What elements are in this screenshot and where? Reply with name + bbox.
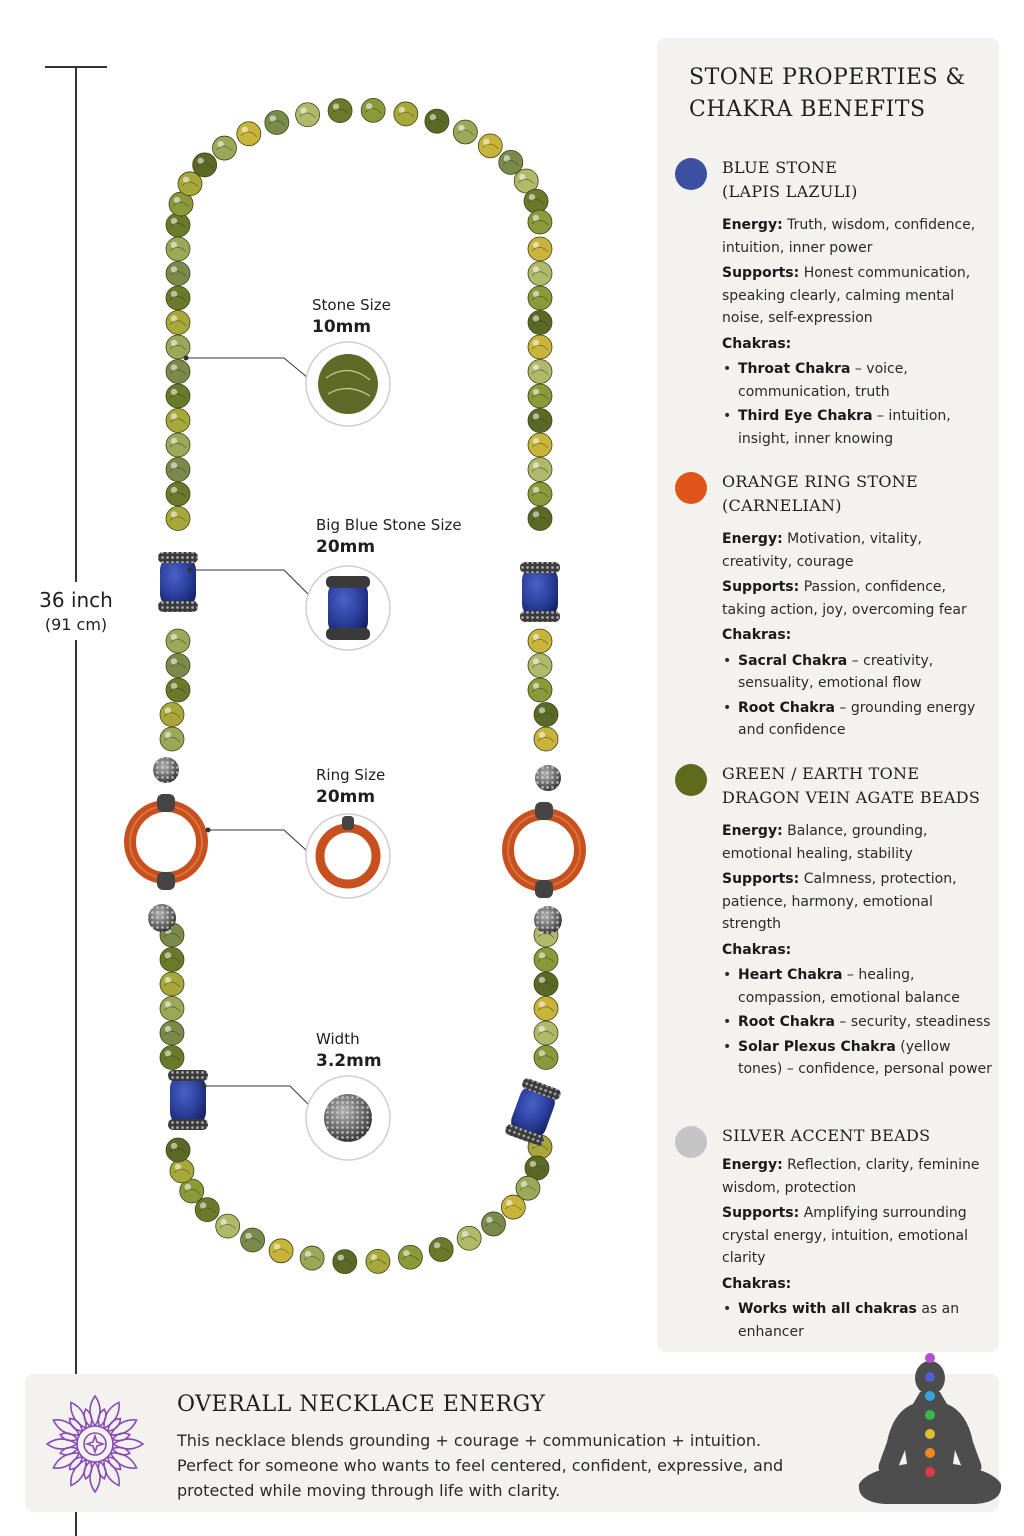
- energy-label: Energy:: [722, 823, 783, 839]
- agate-bead: [528, 311, 552, 335]
- supports-text: Calmness, protection, patience, harmony, emotional strength: [722, 871, 957, 932]
- callout-leader: [186, 358, 308, 378]
- callout-ring-size: [316, 764, 385, 808]
- stone-name: ORANGE RING STONE (CARNELIAN): [722, 472, 919, 515]
- energy-text: Truth, wisdom, confidence, intuition, inner power: [722, 217, 976, 256]
- banner-title: OVERALL NECKLACE ENERGY: [177, 1392, 546, 1417]
- ring-bail: [342, 816, 354, 830]
- energy-text: Balance, grounding, emotional healing, stability: [722, 823, 928, 862]
- agate-bead: [534, 997, 558, 1021]
- agate-bead: [269, 1239, 293, 1263]
- chakra-item: [722, 1036, 993, 1081]
- lapis-barrel-bead: [168, 1070, 208, 1130]
- agate-bead: [160, 948, 184, 972]
- agate-bead: [166, 384, 190, 408]
- pave-cap: [326, 628, 370, 640]
- pave-texture: [324, 1094, 372, 1142]
- callout-leaders: [184, 356, 311, 1105]
- callout-value: 20mm: [316, 787, 376, 807]
- energy-label: Energy:: [722, 1157, 783, 1173]
- callout-width: [316, 1028, 382, 1072]
- callout-label: Width: [316, 1030, 360, 1048]
- agate-bead: [195, 1198, 219, 1222]
- stone-entry-carnelian: [675, 470, 993, 744]
- silver-stone-swatch-icon: [675, 1126, 707, 1158]
- callout-value: 20mm: [316, 537, 376, 557]
- callout-anchor: [202, 1084, 207, 1089]
- supports-text: Amplifying surrounding crystal energy, intuition, emotional clarity: [722, 1205, 968, 1266]
- chakra-desc: (yellow tones) – confidence, personal power: [738, 1038, 992, 1077]
- callout-value: 3.2mm: [316, 1051, 382, 1071]
- agate-bead: [528, 286, 552, 310]
- chakra-item: [722, 1011, 993, 1034]
- energy-text: Motivation, vitality, creativity, courage: [722, 531, 922, 570]
- agate-bead: [528, 237, 552, 261]
- agate-bead: [457, 1226, 481, 1250]
- agate-bead: [166, 409, 190, 433]
- silver-pave-bead: [534, 906, 562, 934]
- agate-bead: [528, 507, 552, 531]
- agate-bead: [160, 703, 184, 727]
- chakra-desc: – creativity, sensuality, emotional flow: [738, 652, 934, 691]
- agate-bead: [528, 482, 552, 506]
- supports-label: Supports:: [722, 265, 800, 281]
- agate-bead: [528, 654, 552, 678]
- stone-entry-lapis: [675, 156, 993, 452]
- agate-bead: [333, 1250, 357, 1274]
- chakras-label: Chakras:: [722, 1275, 792, 1292]
- callout-anchor: [184, 356, 189, 361]
- chakra-name: Root Chakra: [738, 699, 835, 716]
- lotus-petal: [108, 1449, 139, 1473]
- chakra-desc: – intuition, insight, inner knowing: [738, 408, 951, 447]
- agate-bead: [160, 972, 184, 996]
- callout-leader: [208, 830, 306, 850]
- chakra-name: Root Chakra: [738, 1014, 835, 1030]
- lapis-barrel-bead: [158, 552, 198, 612]
- agate-bead: [166, 678, 190, 702]
- agate-bead: [524, 189, 548, 213]
- chakra-item: [722, 405, 993, 450]
- chakra-dot: [925, 1467, 935, 1477]
- agate-bead: [528, 210, 552, 234]
- lotus-petal: [67, 1457, 91, 1488]
- agate-bead: [534, 1046, 558, 1070]
- blue-stone-swatch-icon: [675, 158, 707, 190]
- stone-name: BLUE STONE (LAPIS LAZULI): [722, 158, 858, 201]
- chakra-dot: [925, 1391, 935, 1401]
- agate-bead: [328, 99, 352, 123]
- silver-pave-bead: [148, 904, 176, 932]
- agate-bead: [366, 1249, 390, 1273]
- callout-blue-stone-size: [316, 514, 462, 558]
- chakra-dot: [925, 1372, 935, 1382]
- chakras-label: Chakras:: [722, 335, 792, 352]
- chakra-desc: – voice, communication, truth: [738, 361, 908, 400]
- agate-bead: [166, 1138, 190, 1162]
- stone-name: GREEN / EARTH TONE DRAGON VEIN AGATE BEADS: [722, 764, 981, 807]
- agate-bead: [166, 286, 190, 310]
- agate-bead: [160, 1046, 184, 1070]
- agate-bead: [166, 311, 190, 335]
- lapis-barrel-bead: [504, 1077, 562, 1147]
- chakra-desc: – grounding energy and confidence: [738, 699, 976, 738]
- chakras-label: Chakras:: [722, 941, 792, 958]
- lotus-petal-inner: [82, 1460, 93, 1479]
- supports-text: Passion, confidence, taking action, joy, overcoming fear: [722, 579, 967, 618]
- agate-bead: [528, 629, 552, 653]
- agate-bead: [166, 433, 190, 457]
- energy-text: Reflection, clarity, feminine wisdom, protection: [722, 1157, 980, 1196]
- chakra-item: [722, 697, 993, 742]
- agate-bead-icon: [318, 354, 378, 414]
- energy-label: Energy:: [722, 217, 783, 233]
- callout-anchor: [206, 828, 211, 833]
- agate-bead: [170, 1159, 194, 1183]
- agate-bead: [528, 360, 552, 384]
- agate-bead: [528, 335, 552, 359]
- agate-bead: [166, 262, 190, 286]
- agate-bead: [296, 103, 320, 127]
- supports-label: Supports:: [722, 871, 800, 887]
- agate-bead: [361, 98, 385, 122]
- chakra-dot: [925, 1410, 935, 1420]
- lotus-petal-inner: [59, 1431, 78, 1442]
- agate-bead: [265, 111, 289, 135]
- lotus-petal-inner: [82, 1408, 93, 1427]
- agate-bead: [528, 433, 552, 457]
- stone-name: SILVER ACCENT BEADS: [722, 1126, 931, 1145]
- agate-bead: [398, 1245, 422, 1269]
- agate-bead: [534, 1021, 558, 1045]
- stone-entry-agate: [675, 762, 993, 1083]
- callout-value: 10mm: [312, 317, 372, 337]
- callout-label: Ring Size: [316, 766, 386, 784]
- chakra-name: Third Eye Chakra: [738, 408, 873, 424]
- agate-bead: [501, 1195, 525, 1219]
- agate-bead: [166, 360, 190, 384]
- stone-properties-panel: [657, 38, 999, 1352]
- green-stone-swatch-icon: [675, 764, 707, 796]
- callout-anchor: [188, 568, 193, 573]
- agate-bead: [166, 213, 190, 237]
- lotus-petal-inner: [111, 1445, 130, 1456]
- agate-bead: [534, 703, 558, 727]
- lotus-petal: [108, 1416, 139, 1440]
- lotus-mandala-icon: [43, 1392, 147, 1496]
- silver-pave-bead: [535, 765, 561, 791]
- chakra-name: Solar Plexus Chakra: [738, 1038, 896, 1055]
- chakra-dot: [925, 1353, 935, 1363]
- agate-bead: [528, 384, 552, 408]
- agate-bead: [528, 678, 552, 702]
- agate-bead: [216, 1214, 240, 1238]
- agate-bead: [528, 458, 552, 482]
- supports-label: Supports:: [722, 579, 800, 595]
- agate-bead: [534, 727, 558, 751]
- agate-bead: [528, 409, 552, 433]
- agate-bead: [193, 153, 217, 177]
- meditating-figure-icon: [855, 1352, 1005, 1510]
- agate-bead: [166, 507, 190, 531]
- chakra-name: Works with all chakras: [738, 1301, 917, 1317]
- agate-bead: [300, 1246, 324, 1270]
- length-inches: 36 inch: [39, 588, 113, 612]
- chakra-dot: [925, 1429, 935, 1439]
- agate-bead: [166, 335, 190, 359]
- agate-bead: [166, 629, 190, 653]
- agate-bead: [482, 1212, 506, 1236]
- chakra-desc: – security, steadiness: [834, 1014, 991, 1030]
- agate-bead: [394, 102, 418, 126]
- callout-stone-size: [312, 294, 391, 338]
- agate-bead: [478, 134, 502, 158]
- agate-bead: [429, 1237, 453, 1261]
- callout-label: Stone Size: [312, 296, 391, 314]
- banner-text: This necklace blends grounding + courage + communication + intuition. Perfect for someone who wants to feel centered, confident, expressive, and protected while moving through life with clarity.: [177, 1431, 784, 1500]
- agate-bead: [528, 262, 552, 286]
- lapis-barrel-bead: [520, 562, 560, 622]
- lotus-petal: [51, 1449, 82, 1473]
- chakra-item: [722, 358, 993, 403]
- agate-bead: [241, 1228, 265, 1252]
- overall-energy-banner: [25, 1374, 999, 1512]
- callout-label: Big Blue Stone Size: [316, 516, 462, 534]
- chakra-dot: [925, 1448, 935, 1458]
- chakra-name: Heart Chakra: [738, 967, 843, 983]
- agate-bead: [160, 727, 184, 751]
- agate-bead: [166, 482, 190, 506]
- callout-leader: [204, 1086, 308, 1104]
- supports-label: Supports:: [722, 1205, 800, 1221]
- agate-bead: [212, 136, 236, 160]
- chakra-desc: as an enhancer: [738, 1301, 960, 1340]
- lotus-petal: [67, 1400, 91, 1431]
- silver-pave-bead: [153, 757, 179, 783]
- orange-stone-swatch-icon: [675, 472, 707, 504]
- lotus-petal-inner: [96, 1408, 107, 1427]
- agate-bead: [166, 458, 190, 482]
- carnelian-ring: [508, 802, 580, 898]
- agate-bead: [237, 122, 261, 146]
- chakra-item: [722, 1298, 993, 1343]
- supports-text: Honest communication, speaking clearly, calming mental noise, self-expression: [722, 265, 971, 326]
- chakra-desc: – healing, compassion, emotional balance: [738, 967, 960, 1006]
- agate-bead: [499, 150, 523, 174]
- panel-title: STONE PROPERTIES & CHAKRA BENEFITS: [689, 65, 966, 122]
- chakra-item: [722, 964, 993, 1009]
- callout-leader: [190, 570, 310, 596]
- stone-entry-silver: [675, 1124, 993, 1345]
- agate-bead: [425, 109, 449, 133]
- pave-cap: [326, 576, 370, 588]
- chakra-name: Sacral Chakra: [738, 652, 848, 669]
- chakra-item: [722, 650, 993, 695]
- agate-bead: [160, 1021, 184, 1045]
- agate-bead: [160, 997, 184, 1021]
- lapis-barrel-icon: [328, 580, 368, 636]
- chakras-label: Chakras:: [722, 627, 792, 643]
- agate-bead: [534, 948, 558, 972]
- lotus-petal: [51, 1416, 82, 1440]
- carnelian-ring: [130, 794, 202, 890]
- energy-label: Energy:: [722, 531, 783, 547]
- agate-bead: [453, 120, 477, 144]
- agate-bead: [166, 237, 190, 261]
- agate-bead: [534, 972, 558, 996]
- chakra-name: Throat Chakra: [738, 361, 851, 377]
- lotus-petal: [100, 1457, 124, 1488]
- lotus-petal: [100, 1400, 124, 1431]
- length-cm: (91 cm): [44, 615, 108, 634]
- agate-bead: [166, 654, 190, 678]
